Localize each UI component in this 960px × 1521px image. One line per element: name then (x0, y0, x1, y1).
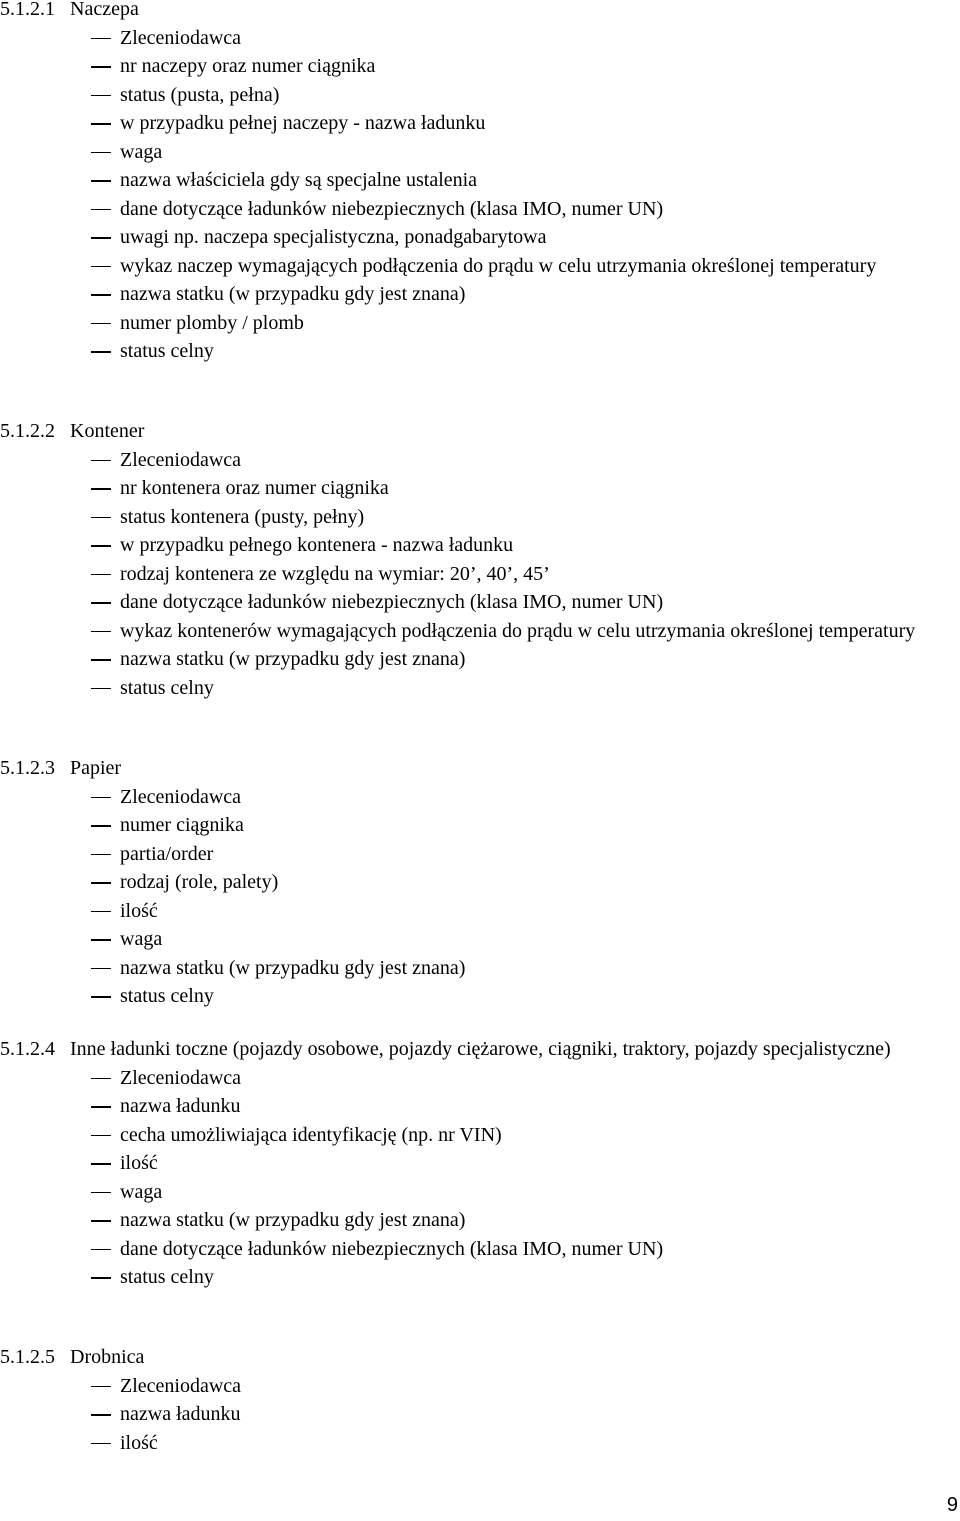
list-item (0, 309, 960, 338)
list-item (0, 81, 960, 110)
dash-bullet-icon (91, 266, 111, 268)
dash-bullet-icon (91, 631, 111, 633)
list-item (0, 897, 960, 926)
list-item-text: Zleceniodawca (120, 26, 242, 49)
bullet-list (0, 783, 960, 1011)
list-item (0, 252, 918, 281)
list-item (0, 674, 960, 703)
list-item (0, 166, 960, 195)
list-item (0, 280, 960, 309)
dash-bullet-icon (91, 180, 111, 182)
dash-bullet-icon (91, 1192, 111, 1194)
dash-bullet-icon (91, 66, 111, 68)
dash-bullet-icon (91, 123, 111, 125)
dash-bullet-icon (91, 1277, 111, 1279)
list-item (0, 24, 960, 53)
list-item (0, 1064, 960, 1093)
list-item-text: nazwa ładunku (120, 1403, 241, 1425)
bullet-list (0, 446, 960, 703)
list-item-text: ilość (120, 899, 158, 922)
list-item-text: status celny (120, 676, 214, 699)
list-item-text: dane dotyczące ładunków niebezpiecznych (klasa IMO, numer UN) (120, 591, 664, 613)
dash-bullet-icon (91, 659, 111, 661)
section-heading (0, 417, 960, 446)
list-item (0, 982, 960, 1011)
list-item-text: dane dotyczące ładunków niebezpiecznych (klasa IMO, numer UN) (120, 1237, 664, 1260)
list-item (0, 588, 960, 617)
dash-bullet-icon (91, 688, 111, 690)
dash-bullet-icon (91, 1106, 111, 1108)
dash-bullet-icon (91, 209, 111, 211)
section-heading (0, 1035, 960, 1064)
list-item (0, 1429, 960, 1458)
list-item (0, 138, 960, 167)
dash-bullet-icon (91, 968, 111, 970)
list-item-text: nazwa statku (w przypadku gdy jest znana) (120, 1209, 466, 1231)
list-item (0, 1149, 960, 1178)
list-item-text: Zleceniodawca (120, 1066, 242, 1089)
list-item (0, 1121, 960, 1150)
list-item (0, 811, 960, 840)
section-kontener (0, 417, 960, 702)
list-item (0, 560, 960, 589)
list-item (0, 52, 960, 81)
list-item-text: status celny (120, 985, 214, 1007)
list-item-text: status celny (120, 1266, 214, 1288)
list-item (0, 446, 960, 475)
section-papier (0, 754, 960, 1011)
list-item-text: ilość (120, 1152, 158, 1174)
dash-bullet-icon (91, 351, 111, 353)
list-item-text: numer plomby / plomb (120, 311, 304, 334)
list-item (0, 1400, 960, 1429)
section-title: Drobnica (70, 1346, 145, 1368)
list-item (0, 783, 960, 812)
dash-bullet-icon (91, 1135, 111, 1137)
list-item (0, 954, 960, 983)
list-item-text: nazwa statku (w przypadku gdy jest znana) (120, 956, 466, 979)
list-item-text: partia/order (120, 842, 214, 865)
section-number: 5.1.2.1 (0, 0, 55, 20)
list-item-text: nazwa ładunku (120, 1095, 241, 1117)
dash-bullet-icon (91, 95, 111, 97)
list-item-text: nazwa statku (w przypadku gdy jest znana) (120, 283, 466, 305)
dash-bullet-icon (91, 237, 111, 239)
section-title: Kontener (70, 420, 145, 442)
list-item-text: uwagi np. naczepa specjalistyczna, ponadgabarytowa (120, 226, 547, 248)
list-item (0, 1178, 960, 1207)
list-item-text: Zleceniodawca (120, 448, 242, 471)
list-item (0, 1235, 960, 1264)
list-item (0, 531, 960, 560)
section-heading (0, 0, 960, 24)
list-item-text: nr naczepy oraz numer ciągnika (120, 55, 376, 77)
list-item-text: waga (120, 1180, 163, 1203)
section-naczepa (0, 0, 960, 366)
list-item (0, 195, 960, 224)
section-number: 5.1.2.2 (0, 420, 55, 442)
section-number: 5.1.2.4 (0, 1038, 55, 1060)
section-title: Papier (70, 757, 122, 779)
dash-bullet-icon (91, 996, 111, 998)
list-item (0, 840, 960, 869)
dash-bullet-icon (91, 517, 111, 519)
dash-bullet-icon (91, 1443, 111, 1445)
dash-bullet-icon (91, 854, 111, 856)
section-drobnica (0, 1343, 960, 1457)
dash-bullet-icon (91, 574, 111, 576)
dash-bullet-icon (91, 825, 111, 827)
list-item (0, 868, 960, 897)
list-item (0, 925, 960, 954)
dash-bullet-icon (91, 1078, 111, 1080)
list-item (0, 223, 960, 252)
list-item-text: rodzaj kontenera ze względu na wymiar: 20’, 40’, 45’ (120, 562, 550, 585)
dash-bullet-icon (91, 911, 111, 913)
list-item (0, 1206, 960, 1235)
dash-bullet-icon (91, 602, 111, 604)
section-heading (0, 754, 960, 783)
dash-bullet-icon (91, 38, 111, 40)
list-item-text: waga (120, 928, 163, 950)
dash-bullet-icon (91, 1414, 111, 1416)
list-item-text: status (pusta, pełna) (120, 83, 280, 106)
list-item-text: ilość (120, 1431, 158, 1454)
list-item-text: Zleceniodawca (120, 1374, 242, 1397)
list-item (0, 617, 960, 646)
list-item (0, 1263, 960, 1292)
list-item-text: status kontenera (pusty, pełny) (120, 505, 365, 528)
dash-bullet-icon (91, 323, 111, 325)
bullet-list (0, 1372, 960, 1458)
list-item (0, 337, 960, 366)
page-number: 9 (946, 1494, 958, 1516)
section-number: 5.1.2.5 (0, 1346, 55, 1368)
list-item-text: w przypadku pełnego kontenera - nazwa ładunku (120, 534, 514, 556)
list-item-text: cecha umożliwiająca identyfikację (np. nr VIN) (120, 1123, 502, 1146)
section-heading (0, 1343, 960, 1372)
list-item (0, 503, 960, 532)
dash-bullet-icon (91, 152, 111, 154)
dash-bullet-icon (91, 1386, 111, 1388)
list-item-text: numer ciągnika (120, 814, 244, 836)
list-item (0, 645, 960, 674)
dash-bullet-icon (91, 488, 111, 490)
dash-bullet-icon (91, 1163, 111, 1165)
dash-bullet-icon (91, 1220, 111, 1222)
list-item-text: nazwa właściciela gdy są specjalne ustalenia (120, 169, 478, 191)
section-number: 5.1.2.3 (0, 757, 55, 779)
list-item (0, 474, 960, 503)
dash-bullet-icon (91, 939, 111, 941)
list-item-text: wykaz kontenerów wymagających podłączenia do prądu w celu utrzymania określonej temperatury (120, 619, 916, 642)
dash-bullet-icon (91, 460, 111, 462)
dash-bullet-icon (91, 294, 111, 296)
dash-bullet-icon (91, 882, 111, 884)
dash-bullet-icon (91, 545, 111, 547)
list-item (0, 1092, 960, 1121)
section-title: Naczepa (70, 0, 139, 20)
list-item-text: waga (120, 140, 163, 163)
list-item-text: w przypadku pełnej naczepy - nazwa ładunku (120, 112, 486, 134)
list-item-text: wykaz naczep wymagających podłączenia do prądu w celu utrzymania określonej temperatury (120, 254, 877, 277)
section-inne-ladunki-toczne (0, 1035, 960, 1292)
list-item (0, 109, 960, 138)
dash-bullet-icon (91, 1249, 111, 1251)
list-item-text: nr kontenera oraz numer ciągnika (120, 477, 389, 499)
dash-bullet-icon (91, 797, 111, 799)
list-item-text: rodzaj (role, palety) (120, 871, 279, 893)
list-item-text: status celny (120, 340, 214, 362)
list-item-text: Zleceniodawca (120, 785, 242, 808)
bullet-list (0, 24, 960, 366)
list-item-text: nazwa statku (w przypadku gdy jest znana) (120, 648, 466, 670)
section-title: Inne ładunki toczne (pojazdy osobowe, pojazdy ciężarowe, ciągniki, traktory, pojazdy specjalistyczne) (70, 1038, 891, 1060)
list-item-text: dane dotyczące ładunków niebezpiecznych (klasa IMO, numer UN) (120, 197, 664, 220)
bullet-list (0, 1064, 960, 1292)
list-item (0, 1372, 960, 1401)
